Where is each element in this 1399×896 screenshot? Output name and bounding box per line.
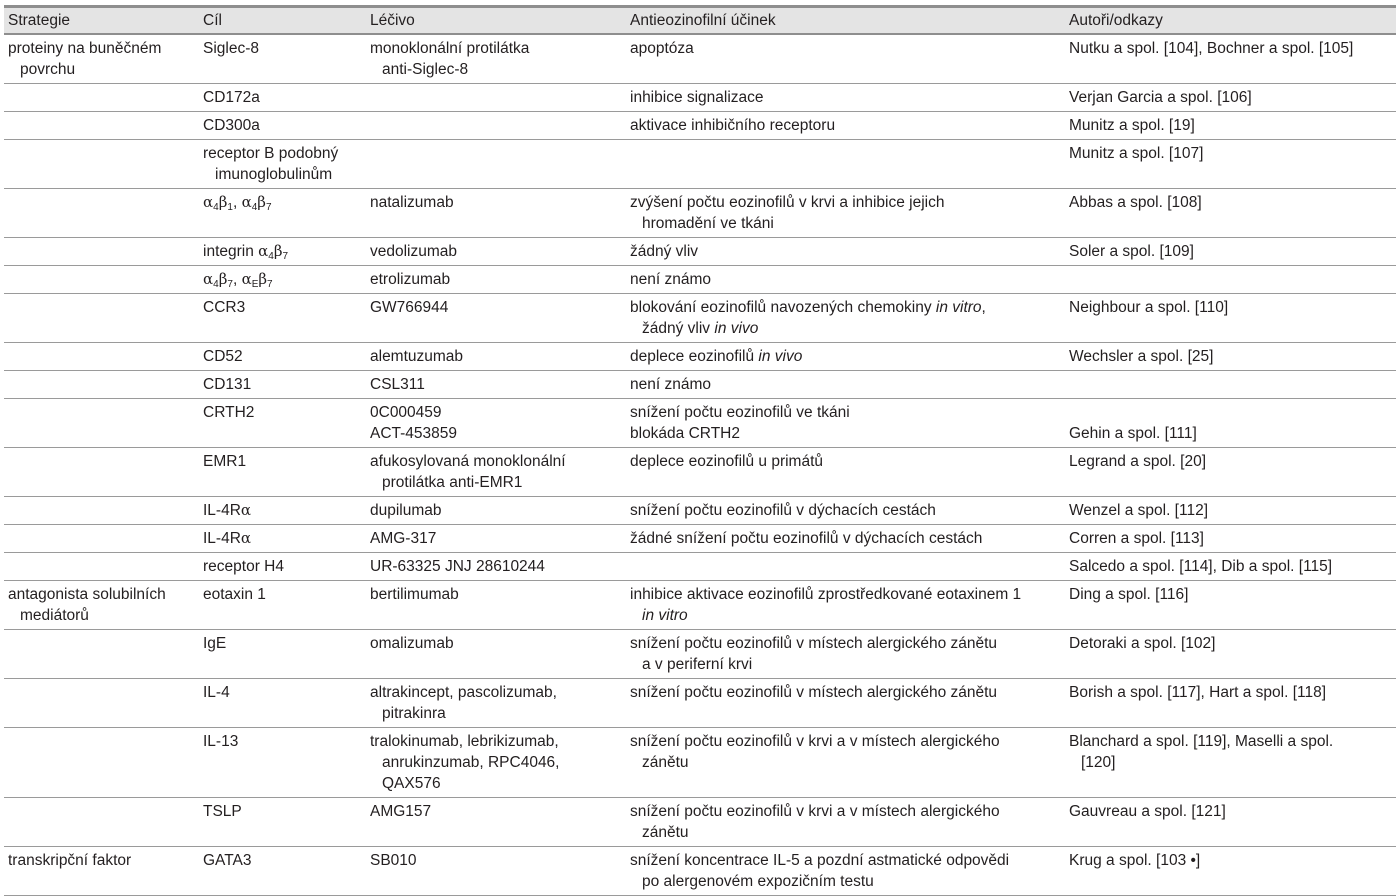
cell-references: [1065, 399, 1396, 448]
table-row: [4, 112, 1396, 140]
cell-target: [199, 630, 366, 679]
cell-target: [199, 525, 366, 553]
drug-line: SB010: [370, 852, 417, 869]
cell-target: [199, 140, 366, 189]
cell-references: [1065, 189, 1396, 238]
cell-effect: [626, 371, 1065, 399]
effect-line: snížení počtu eozinofilů v krvi a v místech alergického: [630, 733, 1000, 750]
greek-symbol: α: [203, 193, 214, 211]
cell-strategy: [4, 728, 199, 798]
drug-line: AMG-317: [370, 530, 437, 547]
drug-line: dupilumab: [370, 502, 442, 519]
cell-strategy: [4, 847, 199, 896]
reference-line: Corren a spol. [113]: [1069, 530, 1204, 547]
table-row: [4, 497, 1396, 525]
effect-line: snížení počtu eozinofilů ve tkáni: [630, 404, 850, 421]
table-row: [4, 399, 1396, 448]
cell-strategy: [4, 525, 199, 553]
target-line: $\alpha_4\beta_1$, $\alpha_4\beta_7$: [203, 193, 272, 213]
header-target: Cíl: [199, 7, 366, 35]
cell-drug: [366, 371, 626, 399]
cell-target: [199, 497, 366, 525]
effect-line: blokáda CRTH2: [630, 425, 740, 442]
cell-references: [1065, 630, 1396, 679]
strategy-line: transkripční faktor: [8, 852, 132, 869]
header-row: [4, 7, 1396, 35]
cell-target: [199, 34, 366, 84]
drug-line: monoklonální protilátka: [370, 40, 530, 57]
cell-drug: [366, 343, 626, 371]
effect-line: zánětu: [642, 824, 689, 841]
cell-effect: [626, 525, 1065, 553]
cell-drug: [366, 847, 626, 896]
reference-line: Munitz a spol. [19]: [1069, 117, 1195, 134]
drug-line: altrakincept, pascolizumab,: [370, 684, 557, 701]
reference-line: Nutku a spol. [104], Bochner a spol. [105]: [1069, 40, 1354, 57]
drug-line: GW766944: [370, 299, 449, 316]
reference-line: Wechsler a spol. [25]: [1069, 348, 1214, 365]
cell-references: [1065, 847, 1396, 896]
cell-target: [199, 847, 366, 896]
reference-line: Salcedo a spol. [114], Dib a spol. [115]: [1069, 558, 1333, 575]
reference-line: Legrand a spol. [20]: [1069, 453, 1207, 470]
cell-references: [1065, 553, 1396, 581]
target-line: imunoglobulinům: [215, 166, 333, 183]
cell-drug: [366, 581, 626, 630]
drug-line: anti-Siglec-8: [382, 61, 469, 78]
greek-symbol: α: [241, 270, 252, 288]
greek-symbol: α: [240, 501, 252, 519]
cell-effect: [626, 728, 1065, 798]
table-row: [4, 630, 1396, 679]
cell-effect: [626, 266, 1065, 294]
effect-line: není známo: [630, 376, 711, 393]
cell-target: [199, 553, 366, 581]
cell-target: [199, 679, 366, 728]
italic-term: in vivo: [758, 348, 803, 365]
cell-references: [1065, 343, 1396, 371]
effect-line: deplece eozinofilů in vivo: [630, 348, 803, 365]
cell-references: [1065, 448, 1396, 497]
cell-strategy: [4, 448, 199, 497]
subscript: 7: [282, 251, 289, 262]
cell-references: [1065, 497, 1396, 525]
target-line: GATA3: [203, 852, 252, 869]
cell-effect: [626, 553, 1065, 581]
header-references: Autoři/odkazy: [1065, 7, 1396, 35]
cell-effect: [626, 238, 1065, 266]
table-row: [4, 84, 1396, 112]
reference-line: [120]: [1081, 754, 1116, 771]
drug-line: afukosylovaná monoklonální: [370, 453, 566, 470]
cell-references: [1065, 84, 1396, 112]
effect-line: snížení počtu eozinofilů v krvi a v místech alergického: [630, 803, 1000, 820]
table-row: [4, 238, 1396, 266]
reference-line: Abbas a spol. [108]: [1069, 194, 1202, 211]
table-row: [4, 847, 1396, 896]
effect-line: snížení koncentrace IL-5 a pozdní astmatické odpovědi: [630, 852, 1010, 869]
effect-line: žádný vliv: [630, 243, 699, 260]
cell-effect: [626, 294, 1065, 343]
target-line: CD300a: [203, 117, 260, 134]
cell-drug: [366, 294, 626, 343]
greek-symbol: β: [218, 270, 228, 288]
effect-line: a v periferní krvi: [642, 656, 753, 673]
cell-references: [1065, 140, 1396, 189]
drug-line: alemtuzumab: [370, 348, 464, 365]
cell-target: [199, 84, 366, 112]
table-row: [4, 294, 1396, 343]
cell-drug: [366, 140, 626, 189]
target-line: eotaxin 1: [203, 586, 266, 603]
cell-target: [199, 266, 366, 294]
cell-strategy: [4, 679, 199, 728]
cell-effect: [626, 140, 1065, 189]
cell-references: [1065, 581, 1396, 630]
reference-line: Gehin a spol. [111]: [1069, 425, 1197, 442]
reference-line: Krug a spol. [103 •]: [1069, 852, 1201, 869]
cell-strategy: [4, 189, 199, 238]
greek-symbol: α: [240, 529, 252, 547]
cell-references: [1065, 525, 1396, 553]
table-row: [4, 798, 1396, 847]
table-body: [4, 34, 1396, 896]
subscript: E: [251, 279, 259, 290]
cell-strategy: [4, 84, 199, 112]
effect-line: snížení počtu eozinofilů v dýchacích cestách: [630, 502, 936, 519]
table-row: [4, 189, 1396, 238]
target-line: integrin $\alpha_4\beta_7$: [203, 242, 289, 262]
cell-target: [199, 343, 366, 371]
greek-symbol: α: [258, 242, 269, 260]
effect-line: po alergenovém expozičním testu: [642, 873, 874, 890]
target-line: CRTH2: [203, 404, 255, 421]
cell-drug: [366, 448, 626, 497]
effect-line: aktivace inhibičního receptoru: [630, 117, 836, 134]
cell-drug: [366, 553, 626, 581]
target-line: TSLP: [203, 803, 242, 820]
cell-drug: [366, 728, 626, 798]
cell-drug: [366, 679, 626, 728]
cell-strategy: [4, 798, 199, 847]
cell-target: [199, 399, 366, 448]
cell-references: [1065, 728, 1396, 798]
cell-effect: [626, 448, 1065, 497]
greek-symbol: β: [258, 270, 268, 288]
cell-strategy: [4, 553, 199, 581]
cell-references: [1065, 238, 1396, 266]
cell-references: [1065, 294, 1396, 343]
effect-line: žádné snížení počtu eozinofilů v dýchacích cestách: [630, 530, 983, 547]
drug-line: protilátka anti-EMR1: [382, 474, 523, 491]
cell-strategy: [4, 294, 199, 343]
cell-drug: [366, 525, 626, 553]
table-header: [4, 7, 1396, 35]
cell-strategy: [4, 34, 199, 84]
reference-line: Blanchard a spol. [119], Maselli a spol.: [1069, 733, 1334, 750]
greek-symbol: β: [273, 242, 283, 260]
target-line: EMR1: [203, 453, 247, 470]
table-row: [4, 553, 1396, 581]
reference-line: Wenzel a spol. [112]: [1069, 502, 1209, 519]
target-line: receptor H4: [203, 558, 284, 575]
header-drug: Léčivo: [366, 7, 626, 35]
cell-effect: [626, 679, 1065, 728]
strategy-line: proteiny na buněčném: [8, 40, 162, 57]
cell-effect: [626, 399, 1065, 448]
cell-strategy: [4, 399, 199, 448]
target-line: $\alpha_4\beta_7$, $\alpha_E\beta_7$: [203, 270, 273, 290]
cell-strategy: [4, 238, 199, 266]
cell-effect: [626, 630, 1065, 679]
cell-target: [199, 581, 366, 630]
cell-effect: [626, 343, 1065, 371]
target-line: IL-4Rα: [203, 501, 252, 519]
cell-strategy: [4, 630, 199, 679]
cell-target: [199, 238, 366, 266]
target-line: receptor B podobný: [203, 145, 339, 162]
effect-line: hromadění ve tkáni: [642, 215, 774, 232]
reference-line: Borish a spol. [117], Hart a spol. [118]: [1069, 684, 1327, 701]
target-line: IL-4Rα: [203, 529, 252, 547]
cell-drug: [366, 84, 626, 112]
table-row: [4, 581, 1396, 630]
cell-references: [1065, 798, 1396, 847]
subscript: 4: [213, 202, 219, 213]
cell-effect: [626, 847, 1065, 896]
table-row: [4, 34, 1396, 84]
target-line: CD172a: [203, 89, 260, 106]
cell-effect: [626, 34, 1065, 84]
target-line: IL-4: [203, 684, 230, 701]
cell-effect: [626, 112, 1065, 140]
effect-line: inhibice signalizace: [630, 89, 764, 106]
cell-drug: [366, 798, 626, 847]
italic-term: in vitro: [935, 299, 982, 316]
cell-effect: [626, 84, 1065, 112]
drug-line: natalizumab: [370, 194, 454, 211]
drug-line: vedolizumab: [370, 243, 458, 260]
table-row: [4, 448, 1396, 497]
effect-line: zánětu: [642, 754, 689, 771]
cell-effect: [626, 798, 1065, 847]
table-row: [4, 679, 1396, 728]
eosinophil-therapy-table: [4, 5, 1396, 896]
subscript: 4: [213, 279, 219, 290]
drug-line: pitrakinra: [382, 705, 446, 722]
drug-line: QAX576: [382, 775, 441, 792]
effect-line: žádný vliv in vivo: [642, 320, 759, 337]
cell-drug: [366, 497, 626, 525]
cell-drug: [366, 34, 626, 84]
cell-strategy: [4, 581, 199, 630]
greek-symbol: α: [203, 270, 214, 288]
greek-symbol: β: [257, 193, 266, 211]
cell-references: [1065, 34, 1396, 84]
target-line: CCR3: [203, 299, 246, 316]
cell-strategy: [4, 112, 199, 140]
greek-symbol: α: [241, 193, 252, 211]
cell-references: [1065, 371, 1396, 399]
reference-line: Gauvreau a spol. [121]: [1069, 803, 1226, 820]
reference-line: Ding a spol. [116]: [1069, 586, 1189, 603]
table-row: [4, 343, 1396, 371]
subscript: 7: [265, 202, 272, 213]
drug-line: anrukinzumab, RPC4046,: [382, 754, 560, 771]
cell-target: [199, 728, 366, 798]
reference-line: [1069, 402, 1392, 423]
strategy-line: antagonista solubilních: [8, 586, 166, 603]
cell-drug: [366, 399, 626, 448]
drug-line: AMG157: [370, 803, 432, 820]
greek-symbol: β: [218, 193, 228, 211]
cell-references: [1065, 679, 1396, 728]
cell-strategy: [4, 371, 199, 399]
effect-line: [630, 605, 1061, 626]
effect-line: není známo: [630, 271, 711, 288]
drug-line: bertilimumab: [370, 586, 459, 603]
strategy-line: povrchu: [20, 61, 76, 78]
table-row: [4, 728, 1396, 798]
header-strategy: Strategie: [4, 7, 199, 35]
subscript: 4: [251, 202, 258, 213]
effect-line: inhibice aktivace eozinofilů zprostředkované eotaxinem 1: [630, 586, 1022, 603]
table-row: [4, 371, 1396, 399]
italic-term: in vivo: [714, 320, 759, 337]
cell-drug: [366, 238, 626, 266]
cell-drug: [366, 112, 626, 140]
target-line: CD52: [203, 348, 243, 365]
subscript: 7: [227, 279, 233, 290]
effect-line: apoptóza: [630, 40, 694, 57]
effect-line: snížení počtu eozinofilů v místech alergického zánětu: [630, 684, 998, 701]
cell-strategy: [4, 140, 199, 189]
table-row: [4, 525, 1396, 553]
cell-effect: [626, 497, 1065, 525]
target-line: CD131: [203, 376, 252, 393]
cell-target: [199, 294, 366, 343]
table-row: [4, 140, 1396, 189]
cell-drug: [366, 266, 626, 294]
drug-line: omalizumab: [370, 635, 454, 652]
reference-line: Detoraki a spol. [102]: [1069, 635, 1216, 652]
cell-target: [199, 189, 366, 238]
effect-line: snížení počtu eozinofilů v místech alergického zánětu: [630, 635, 998, 652]
cell-drug: [366, 630, 626, 679]
drug-line: tralokinumab, lebrikizumab,: [370, 733, 559, 750]
strategy-line: mediátorů: [20, 607, 89, 624]
header-effect: Antieozinofilní účinek: [626, 7, 1065, 35]
table-row: [4, 266, 1396, 294]
italic-term: in vitro: [642, 607, 688, 624]
cell-target: [199, 371, 366, 399]
cell-drug: [366, 189, 626, 238]
target-line: IgE: [203, 635, 227, 652]
drug-line: UR-63325 JNJ 28610244: [370, 558, 545, 575]
cell-target: [199, 448, 366, 497]
cell-target: [199, 112, 366, 140]
cell-target: [199, 798, 366, 847]
reference-line: Munitz a spol. [107]: [1069, 145, 1204, 162]
cell-references: [1065, 112, 1396, 140]
subscript: 1: [227, 202, 233, 213]
cell-effect: [626, 581, 1065, 630]
effect-line: zvýšení počtu eozinofilů v krvi a inhibice jejich: [630, 194, 945, 211]
subscript: 7: [267, 279, 273, 290]
reference-line: Neighbour a spol. [110]: [1069, 299, 1229, 316]
effect-line: blokování eozinofilů navozených chemokiny in vitro,: [630, 299, 986, 316]
drug-line: etrolizumab: [370, 271, 451, 288]
target-line: IL-13: [203, 733, 239, 750]
cell-strategy: [4, 266, 199, 294]
subscript: 4: [268, 251, 274, 262]
cell-strategy: [4, 343, 199, 371]
target-line: Siglec-8: [203, 40, 259, 57]
cell-effect: [626, 189, 1065, 238]
drug-line: 0C000459: [370, 404, 442, 421]
reference-line: Soler a spol. [109]: [1069, 243, 1194, 260]
cell-strategy: [4, 497, 199, 525]
cell-references: [1065, 266, 1396, 294]
drug-line: ACT-453859: [370, 425, 458, 442]
reference-line: Verjan Garcia a spol. [106]: [1069, 89, 1252, 106]
drug-line: CSL311: [370, 376, 425, 393]
effect-line: deplece eozinofilů u primátů: [630, 453, 824, 470]
